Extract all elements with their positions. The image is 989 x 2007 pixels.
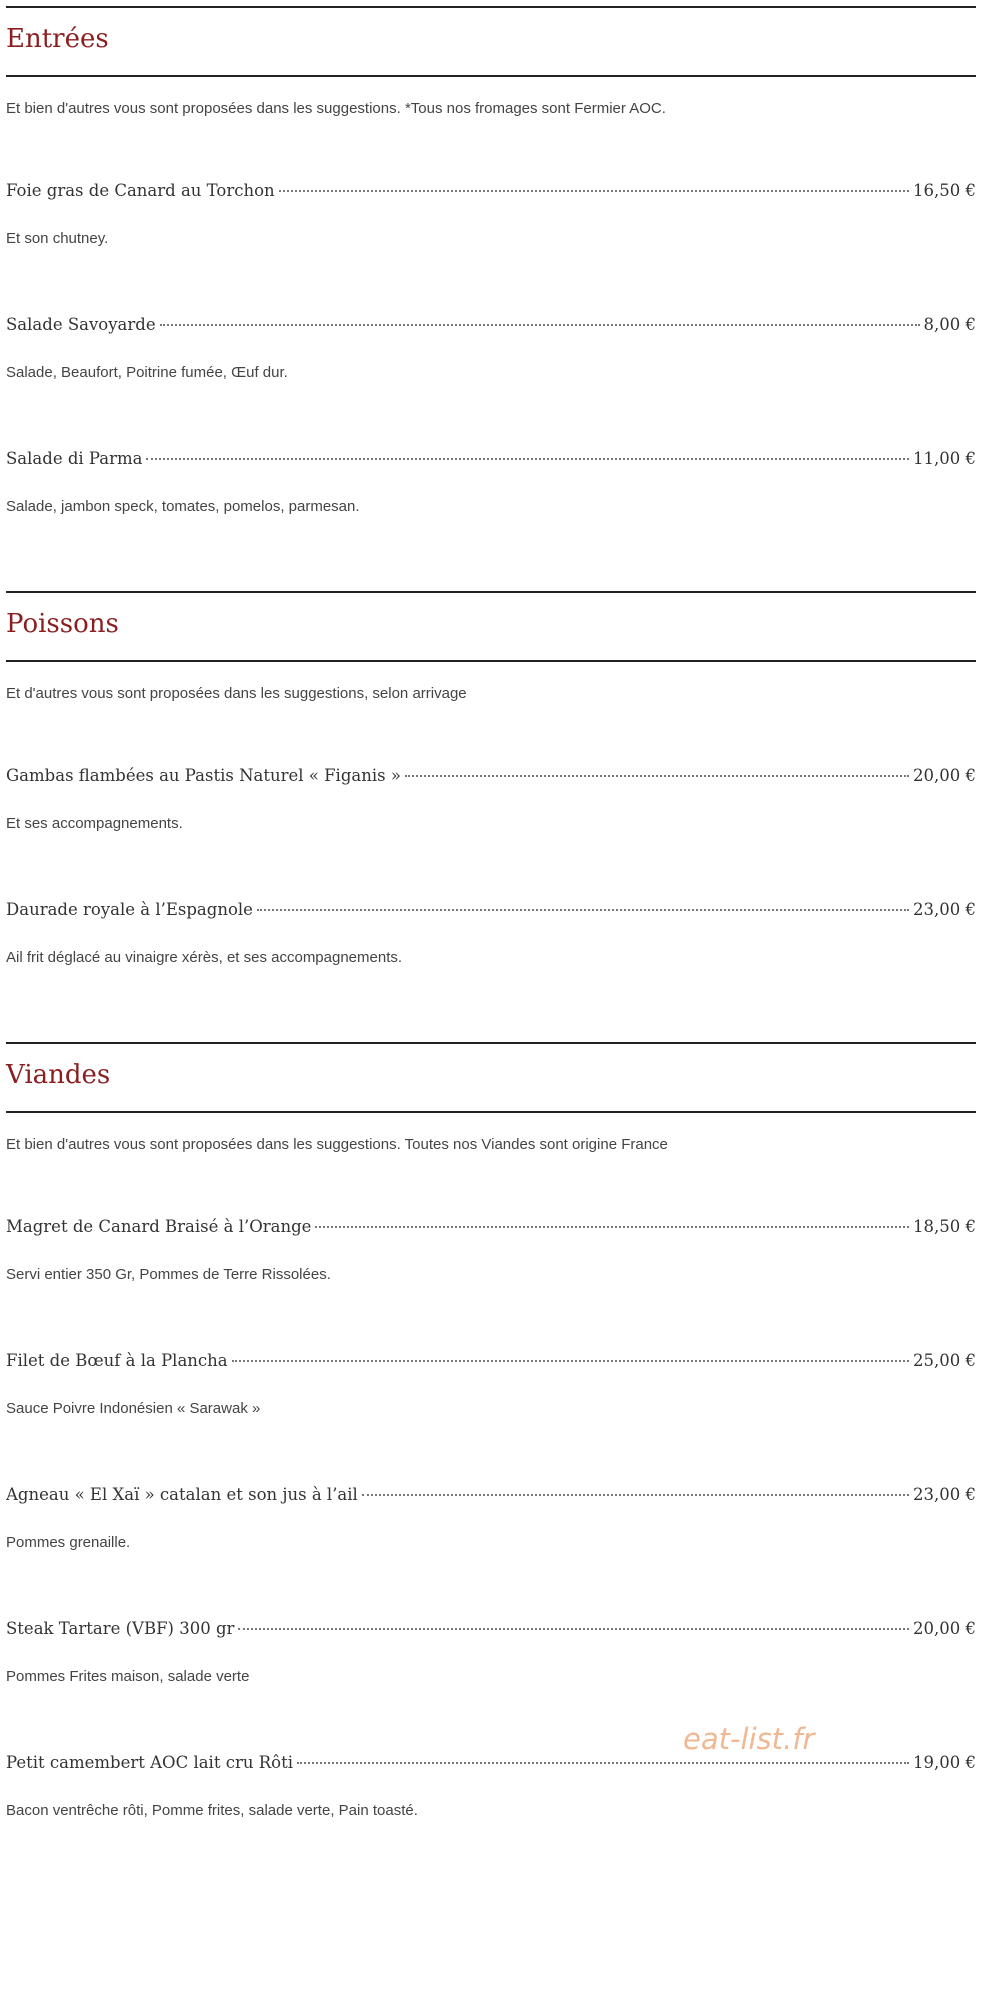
section-header <box>6 6 976 77</box>
menu-item <box>6 1351 976 1419</box>
section-title: Entrées <box>6 24 109 54</box>
menu-item-line <box>6 1217 976 1243</box>
menu-item-description: Ail frit déglacé au vinaigre xérès, et ses accompagnements. <box>6 949 403 966</box>
menu-item-name: Magret de Canard Braisé à l’Orange <box>6 1217 312 1236</box>
menu-item-price: 11,00 € <box>913 449 976 468</box>
menu-item-line <box>6 181 976 207</box>
menu-item <box>6 315 976 383</box>
menu-item-description: Bacon ventrêche rôti, Pomme frites, salade verte, Pain toasté. <box>6 1802 418 1819</box>
menu-item-list <box>6 181 976 517</box>
menu-item-price: 23,00 € <box>913 900 976 919</box>
menu-item-name: Daurade royale à l’Espagnole <box>6 900 253 919</box>
menu-item-description: Et ses accompagnements. <box>6 815 183 832</box>
dot-leader <box>279 190 909 192</box>
menu-item-price: 19,00 € <box>913 1753 976 1772</box>
menu-item-line <box>6 449 976 475</box>
section-entrees <box>6 6 976 517</box>
menu-item-name: Salade di Parma <box>6 449 143 468</box>
menu-item <box>6 1217 976 1285</box>
menu-item-line <box>6 900 976 926</box>
menu-item-line <box>6 766 976 792</box>
section-intro: Et bien d'autres vous sont proposées dans les suggestions. Toutes nos Viandes sont origine France <box>6 1136 668 1153</box>
dot-leader <box>257 909 909 911</box>
menu-item-name: Petit camembert AOC lait cru Rôti <box>6 1753 293 1772</box>
dot-leader <box>232 1360 909 1362</box>
menu <box>6 6 976 1895</box>
section-viandes <box>6 1042 976 1821</box>
dot-leader <box>238 1628 909 1630</box>
menu-item-name: Steak Tartare (VBF) 300 gr <box>6 1619 235 1638</box>
dot-leader <box>362 1494 909 1496</box>
section-poissons <box>6 591 976 968</box>
menu-item-description: Pommes grenaille. <box>6 1534 131 1551</box>
section-title: Poissons <box>6 609 119 639</box>
menu-item-description: Sauce Poivre Indonésien « Sarawak » <box>6 1400 261 1417</box>
menu-item-line <box>6 1485 976 1511</box>
menu-item <box>6 900 976 968</box>
watermark: eat-list.fr <box>683 1722 815 1756</box>
menu-item-name: Gambas flambées au Pastis Naturel « Figanis » <box>6 766 401 785</box>
menu-item-name: Agneau « El Xaï » catalan et son jus à l’ail <box>6 1485 358 1504</box>
dot-leader <box>297 1762 909 1764</box>
menu-item <box>6 1753 976 1821</box>
menu-item-price: 20,00 € <box>913 766 976 785</box>
menu-item-line <box>6 1753 976 1779</box>
dot-leader <box>160 324 920 326</box>
menu-item-line <box>6 1351 976 1377</box>
menu-item <box>6 449 976 517</box>
section-intro: Et d'autres vous sont proposées dans les suggestions, selon arrivage <box>6 685 467 702</box>
dot-leader <box>146 458 909 460</box>
section-intro: Et bien d'autres vous sont proposées dans les suggestions. *Tous nos fromages sont Fermier AOC. <box>6 100 666 117</box>
menu-item-description: Pommes Frites maison, salade verte <box>6 1668 250 1685</box>
menu-item-price: 8,00 € <box>923 315 976 334</box>
menu-item-list <box>6 1217 976 1821</box>
menu-item-name: Foie gras de Canard au Torchon <box>6 181 275 200</box>
menu-item-price: 18,50 € <box>913 1217 976 1236</box>
menu-item-list <box>6 766 976 968</box>
menu-item <box>6 181 976 249</box>
section-header <box>6 1042 976 1113</box>
menu-item-name: Salade Savoyarde <box>6 315 156 334</box>
menu-item <box>6 1619 976 1687</box>
menu-item-description: Servi entier 350 Gr, Pommes de Terre Rissolées. <box>6 1266 331 1283</box>
menu-item-description: Et son chutney. <box>6 230 109 247</box>
menu-item-description: Salade, jambon speck, tomates, pomelos, parmesan. <box>6 498 360 515</box>
section-header <box>6 591 976 662</box>
menu-item-price: 23,00 € <box>913 1485 976 1504</box>
menu-item-description: Salade, Beaufort, Poitrine fumée, Œuf dur. <box>6 364 288 381</box>
menu-item-price: 20,00 € <box>913 1619 976 1638</box>
dot-leader <box>405 775 909 777</box>
section-title: Viandes <box>6 1060 111 1090</box>
menu-item-line <box>6 315 976 341</box>
menu-item-name: Filet de Bœuf à la Plancha <box>6 1351 228 1370</box>
menu-item-price: 25,00 € <box>913 1351 976 1370</box>
dot-leader <box>315 1226 909 1228</box>
menu-item-line <box>6 1619 976 1645</box>
menu-item <box>6 766 976 834</box>
menu-item <box>6 1485 976 1553</box>
menu-item-price: 16,50 € <box>913 181 976 200</box>
